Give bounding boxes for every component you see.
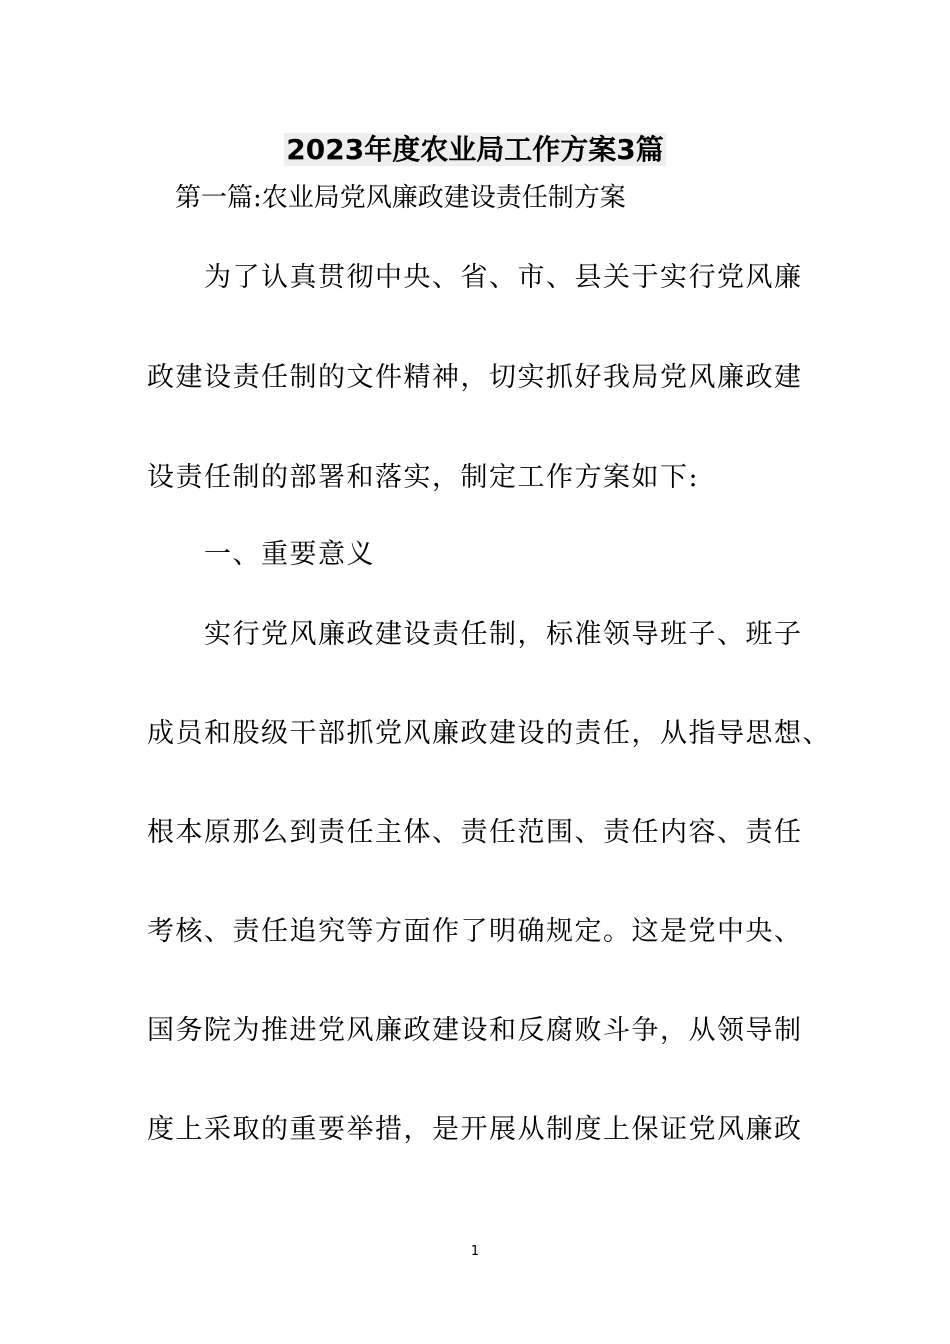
- paragraph-line-4: 实行党风廉政建设责任制，标准领导班子、班子: [204, 619, 803, 650]
- paragraph-line-6: 根本原那么到责任主体、责任范围、责任内容、责任: [147, 817, 803, 848]
- document-title: [0, 130, 950, 170]
- paragraph-line-2: 政建设责任制的文件精神，切实抓好我局党风廉政建: [147, 362, 803, 393]
- paragraph-line-1: 为了认真贯彻中央、省、市、县关于实行党风廉: [204, 262, 803, 293]
- paragraph-line-8: 国务院为推进党风廉政建设和反腐败斗争，从领导制: [147, 1015, 803, 1046]
- paragraph-line-5: 成员和股级干部抓党风廉政建设的责任，从指导思想、: [147, 718, 831, 749]
- section-heading: 第一篇:农业局党风廉政建设责任制方案: [175, 183, 626, 213]
- section-heading-importance: 一、重要意义: [204, 539, 375, 570]
- paragraph-line-7: 考核、责任追究等方面作了明确规定。这是党中央、: [147, 916, 803, 947]
- page-number: 1: [470, 1244, 480, 1259]
- document-title-text: 2023年度农业局工作方案3篇: [286, 133, 664, 166]
- paragraph-line-3: 设责任制的部署和落实，制定工作方案如下:: [147, 462, 700, 493]
- paragraph-line-9: 度上采取的重要举措，是开展从制度上保证党风廉政: [147, 1114, 803, 1145]
